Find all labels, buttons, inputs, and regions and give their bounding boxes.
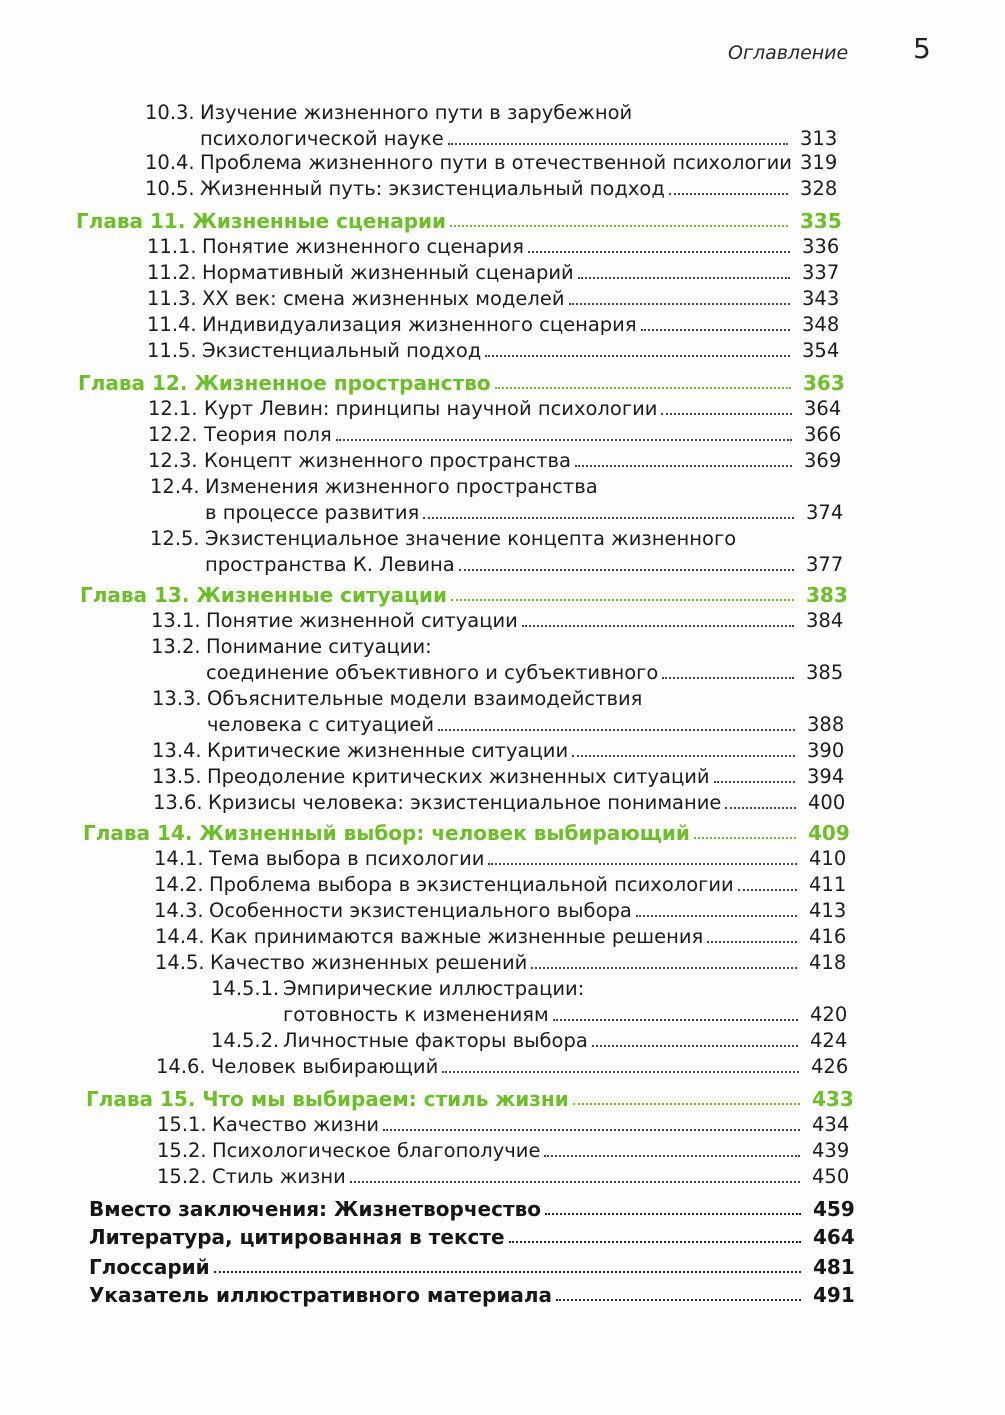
dot-leader	[214, 1271, 801, 1273]
toc-entry-sub-line	[0, 738, 1005, 764]
toc-page-number: 491	[813, 1283, 855, 1307]
toc-entry-title: XX век: смена жизненных моделей	[202, 287, 565, 310]
page-number: 5	[913, 32, 931, 65]
toc-entry-sub-line	[0, 260, 1005, 286]
toc-entry-number: 13.1.	[151, 609, 201, 632]
toc-page-number: 390	[807, 739, 845, 762]
toc-entry-sub-line	[0, 764, 1005, 790]
toc-entry-number: 14.3.	[154, 899, 204, 922]
toc-entry-number: 11.2.	[147, 261, 197, 284]
toc-entry-sub-line	[0, 1054, 1005, 1080]
toc-entry-title: Изменения жизненного пространства	[205, 475, 598, 498]
toc-entry-title: Стиль жизни	[212, 1165, 346, 1188]
toc-entry-sub-line	[0, 608, 1005, 634]
dot-leader	[544, 1155, 800, 1157]
toc-entry-title: Глава 12. Жизненное пространство	[78, 371, 491, 395]
dot-leader	[488, 863, 797, 865]
toc-entry-title: Глава 14. Жизненный выбор: человек выбирающий	[83, 821, 690, 845]
toc-entry-back-line	[0, 1224, 1005, 1250]
dot-leader	[350, 1181, 800, 1183]
toc-page-number: 434	[812, 1113, 850, 1136]
toc-page-number: 418	[809, 951, 847, 974]
toc-entry-number: 11.3.	[147, 287, 197, 310]
toc-entry-title: Глава 11. Жизненные сценарии	[76, 209, 447, 233]
dot-leader	[450, 225, 788, 227]
toc-page-number: 354	[802, 339, 840, 362]
toc-entry-title: Нормативный жизненный сценарий	[202, 261, 574, 284]
toc-entry-title: Преодоление критических жизненных ситуаций	[207, 765, 710, 788]
toc-page-number: 363	[803, 371, 845, 395]
toc-entry-sub-line	[0, 1138, 1005, 1164]
toc-entry-sub-line	[0, 176, 1005, 202]
toc-entry-title: Понятие жизненной ситуации	[206, 609, 518, 632]
toc-page-number: 369	[804, 449, 842, 472]
toc-page-number: 348	[802, 313, 840, 336]
toc-entry-number: 14.5.1.	[211, 977, 280, 1000]
toc-entry-chapter-line	[0, 820, 1005, 846]
toc-entry-chapter-line	[0, 1086, 1005, 1112]
toc-page-number: 400	[808, 791, 846, 814]
toc-page-number: 335	[800, 209, 842, 233]
toc-entry-title: Понимание ситуации:	[206, 635, 432, 658]
toc-entry-title: Проблема жизненного пути в отечественной психологии	[200, 151, 792, 174]
toc-entry-title: Человек выбирающий	[211, 1055, 439, 1078]
toc-page-number: 383	[806, 583, 848, 607]
dot-leader	[569, 303, 790, 305]
toc-entry-sub-line	[0, 552, 1005, 578]
toc-entry-back-line	[0, 1254, 1005, 1280]
toc-entry-number: 14.5.2.	[211, 1029, 280, 1052]
toc-entry-title: Концепт жизненного пространства	[204, 449, 571, 472]
toc-entry-number: 10.4.	[145, 151, 195, 174]
toc-entry-title: Тема выбора в психологии	[209, 847, 485, 870]
toc-entry-number: 14.5.	[155, 951, 205, 974]
toc-page-number: 384	[806, 609, 844, 632]
toc-entry-title: готовность к изменениям	[283, 1003, 549, 1026]
toc-entry-title: Указатель иллюстративного материала	[89, 1283, 552, 1307]
toc-entry-title: Экзистенциальный подход	[202, 339, 482, 362]
dot-leader	[528, 251, 790, 253]
toc-entry-number: 15.2.	[157, 1139, 207, 1162]
section-title: Оглавление	[728, 42, 849, 64]
toc-entry-sub-line	[0, 1112, 1005, 1138]
toc-entry-number: 14.6.	[156, 1055, 206, 1078]
dot-leader	[572, 755, 795, 757]
toc-entry-sub-line	[0, 150, 1005, 176]
toc-entry-sub-line	[0, 338, 1005, 364]
toc-entry-title: Объяснительные модели взаимодействия	[207, 687, 643, 710]
toc-entry-sub-line	[0, 126, 1005, 152]
toc-entry-subsub-line	[0, 1002, 1005, 1028]
toc-entry-number: 13.3.	[152, 687, 202, 710]
toc-entry-number: 10.3.	[145, 101, 195, 124]
toc-page-number: 377	[806, 553, 844, 576]
toc-page-number: 364	[804, 397, 842, 420]
toc-entry-sub-line	[0, 396, 1005, 422]
toc-entry-number: 15.2.	[157, 1165, 207, 1188]
toc-entry-title: Качество жизненных решений	[210, 951, 528, 974]
toc-entry-title: Качество жизни	[212, 1113, 380, 1136]
toc-entry-number: 13.4.	[152, 739, 202, 762]
dot-leader	[459, 569, 794, 571]
dot-leader	[442, 1071, 799, 1073]
toc-entry-sub-line	[0, 846, 1005, 872]
dot-leader	[573, 1103, 800, 1105]
toc-entry-number: 12.3.	[148, 449, 198, 472]
toc-entry-title: Экзистенциальное значение концепта жизненного	[205, 527, 737, 550]
toc-page-number: 336	[802, 235, 840, 258]
toc-entry-number: 14.2.	[154, 873, 204, 896]
toc-entry-title: соединение объективного и субъективного	[206, 661, 659, 684]
toc-entry-sub-line	[0, 286, 1005, 312]
toc-entry-sub-line	[0, 500, 1005, 526]
toc-entry-title: Глава 15. Что мы выбираем: стиль жизни	[86, 1087, 569, 1111]
toc-entry-number: 13.6.	[153, 791, 203, 814]
toc-entry-sub-line	[0, 634, 1005, 660]
toc-page-number: 409	[808, 821, 850, 845]
toc-entry-number: 12.1.	[148, 397, 198, 420]
toc-entry-number: 11.5.	[147, 339, 197, 362]
toc-page-number: 385	[806, 661, 844, 684]
toc-entry-title: Вместо заключения: Жизнетворчество	[89, 1197, 541, 1221]
dot-leader	[423, 517, 794, 519]
dot-leader	[694, 837, 796, 839]
toc-page-number: 416	[809, 925, 847, 948]
toc-entry-title: Кризисы человека: экзистенциальное понимание	[208, 791, 722, 814]
toc-entry-chapter-line	[0, 370, 1005, 396]
dot-leader	[725, 807, 796, 809]
toc-page-number: 413	[809, 899, 847, 922]
toc-entry-title: в процессе развития	[205, 501, 420, 524]
toc-entry-title: Особенности экзистенциального выбора	[209, 899, 632, 922]
toc-entry-sub-line	[0, 660, 1005, 686]
toc-entry-sub-line	[0, 898, 1005, 924]
toc-page-number: 366	[804, 423, 842, 446]
toc-entry-title: Критические жизненные ситуации	[207, 739, 569, 762]
toc-page-number: 481	[813, 1255, 855, 1279]
toc-entry-sub-line	[0, 924, 1005, 950]
dot-leader	[383, 1129, 800, 1131]
toc-entry-sub-line	[0, 712, 1005, 738]
toc-entry-back-line	[0, 1282, 1005, 1308]
toc-entry-title: Глоссарий	[89, 1255, 210, 1279]
toc-entry-sub-line	[0, 422, 1005, 448]
toc-entry-sub-line	[0, 950, 1005, 976]
toc-entry-number: 11.4.	[147, 313, 197, 336]
toc-entry-sub-line	[0, 100, 1005, 126]
toc-entry-chapter-line	[0, 582, 1005, 608]
toc-entry-title: пространства К. Левина	[205, 553, 455, 576]
toc-entry-title: Литература, цитированная в тексте	[89, 1225, 505, 1249]
toc-entry-subsub-line	[0, 976, 1005, 1002]
toc-page-number: 424	[810, 1029, 848, 1052]
dot-leader	[451, 599, 794, 601]
dot-leader	[485, 355, 790, 357]
toc-entry-sub-line	[0, 474, 1005, 500]
dot-leader	[553, 1019, 798, 1021]
toc-entry-number: 12.2.	[148, 423, 198, 446]
toc-entry-sub-line	[0, 686, 1005, 712]
dot-leader	[575, 465, 792, 467]
toc-entry-title: Изучение жизненного пути в зарубежной	[200, 101, 633, 124]
toc-page-number: 450	[812, 1165, 850, 1188]
dot-leader	[592, 1045, 798, 1047]
toc-page-number: 374	[806, 501, 844, 524]
dot-leader	[661, 413, 792, 415]
dot-leader	[522, 625, 794, 627]
toc-page-number: 388	[807, 713, 845, 736]
toc-entry-sub-line	[0, 312, 1005, 338]
toc-entry-title: Курт Левин: принципы научной психологии	[204, 397, 658, 420]
toc-entry-number: 10.5.	[145, 177, 195, 200]
toc-page-number: 426	[811, 1055, 849, 1078]
toc-entry-sub-line	[0, 234, 1005, 260]
toc-entry-sub-line	[0, 872, 1005, 898]
toc-entry-number: 13.2.	[151, 635, 201, 658]
dot-leader	[641, 329, 790, 331]
toc-page-number: 433	[812, 1087, 854, 1111]
toc-entry-number: 12.5.	[150, 527, 200, 550]
toc-page-number: 394	[807, 765, 845, 788]
toc-entry-title: Индивидуализация жизненного сценария	[202, 313, 637, 336]
dot-leader	[707, 941, 797, 943]
toc-entry-title: человека с ситуацией	[207, 713, 435, 736]
toc-page-number: 313	[800, 127, 838, 150]
dot-leader	[495, 387, 791, 389]
toc-page-number: 459	[813, 1197, 855, 1221]
dot-leader	[336, 439, 792, 441]
dot-leader	[714, 781, 795, 783]
toc-page-number: 464	[813, 1225, 855, 1249]
toc-entry-title: Проблема выбора в экзистенциальной психологии	[209, 873, 734, 896]
dot-leader	[448, 143, 788, 145]
toc-entry-title: Глава 13. Жизненные ситуации	[80, 583, 447, 607]
toc-entry-number: 14.4.	[155, 925, 205, 948]
toc-entry-title: Жизненный путь: экзистенциальный подход	[200, 177, 665, 200]
toc-entry-sub-line	[0, 448, 1005, 474]
toc-entry-subsub-line	[0, 1028, 1005, 1054]
dot-leader	[509, 1241, 801, 1243]
toc-page-number: 410	[809, 847, 847, 870]
dot-leader	[578, 277, 790, 279]
toc-entry-back-line	[0, 1196, 1005, 1222]
dot-leader	[545, 1213, 801, 1215]
toc-page-number: 420	[810, 1003, 848, 1026]
dot-leader	[738, 889, 797, 891]
toc-entry-sub-line	[0, 1164, 1005, 1190]
toc-entry-number: 15.1.	[157, 1113, 207, 1136]
toc-entry-chapter-line	[0, 208, 1005, 234]
toc-entry-number: 12.4.	[150, 475, 200, 498]
toc-entry-title: Психологическое благополучие	[212, 1139, 541, 1162]
toc-page-number: 411	[809, 873, 847, 896]
toc-entry-number: 13.5.	[152, 765, 202, 788]
toc-entry-title: Понятие жизненного сценария	[202, 235, 524, 258]
toc-entry-title: психологической науке	[200, 127, 444, 150]
dot-leader	[531, 967, 797, 969]
toc-entry-title: Как принимаются важные жизненные решения	[210, 925, 704, 948]
toc-entry-number: 14.1.	[154, 847, 204, 870]
toc-page-number: 343	[802, 287, 840, 310]
toc-page-number: 439	[812, 1139, 850, 1162]
toc-page-number: 319	[800, 151, 838, 174]
toc-entry-number: 11.1.	[147, 235, 197, 258]
dot-leader	[662, 677, 794, 679]
toc-entry-sub-line	[0, 790, 1005, 816]
dot-leader	[669, 193, 788, 195]
toc-page-number: 337	[802, 261, 840, 284]
toc-page-number: 328	[800, 177, 838, 200]
toc-entry-title: Теория поля	[204, 423, 332, 446]
toc-entry-sub-line	[0, 526, 1005, 552]
toc-entry-title: Личностные факторы выбора	[283, 1029, 588, 1052]
dot-leader	[636, 915, 797, 917]
dot-leader	[438, 729, 795, 731]
dot-leader	[556, 1299, 801, 1301]
toc-entry-title: Эмпирические иллюстрации:	[283, 977, 585, 1000]
